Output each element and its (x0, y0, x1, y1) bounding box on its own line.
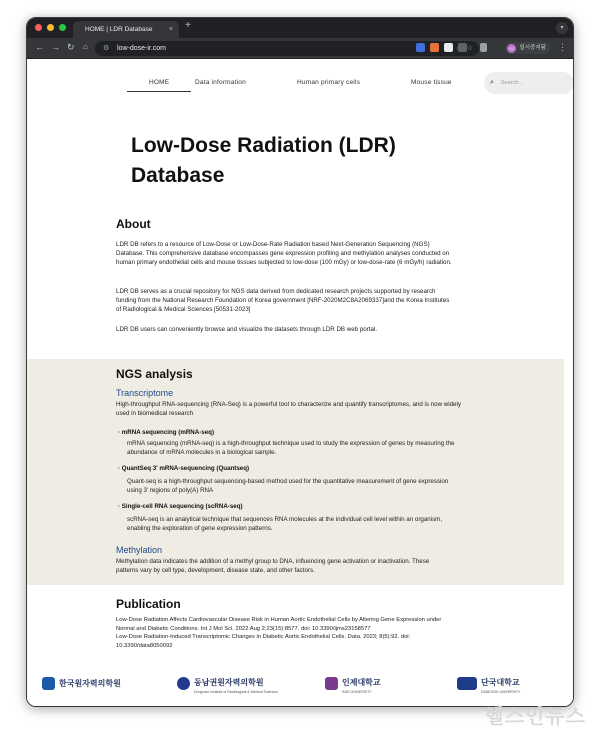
browser-window (26, 17, 574, 707)
about-paragraph: LDR DB refers to a resource of Low-Dose or Low-Dose-Rate Radiation based Next-Generation Sequencing (NGS) Database. This comprehensive database encompasses gene expression profiling and methylation analyses conducted on human primary endothelial cells and mouse tissues subjected to low-dose (100 mGy) or low-dose-rate (6 mGy/h) radiation. (116, 241, 452, 267)
dankook-university-logo[interactable] (457, 671, 520, 695)
nav-mouse-tissue[interactable]: Mouse tissue (411, 79, 452, 86)
side-panel-icon[interactable] (480, 43, 487, 52)
ngs-title: NGS analysis (116, 367, 193, 381)
transcriptome-title: Transcriptome (116, 388, 174, 398)
bookmark-star-icon[interactable]: ☆ (466, 45, 473, 52)
extension-icon[interactable] (416, 43, 425, 52)
dku-emblem-icon (457, 677, 477, 690)
search-placeholder: Search... (501, 80, 524, 86)
new-tab-button[interactable]: + (185, 20, 191, 31)
maximize-window-button[interactable] (59, 24, 66, 31)
nav-data-information[interactable]: Data information (195, 79, 246, 86)
close-window-button[interactable] (35, 24, 42, 31)
extension-icon[interactable] (444, 43, 453, 52)
logo-subtitle: DANKOOK UNIVERSITY (481, 690, 521, 694)
bullet-scrna-seq: · Single-cell RNA sequencing (scRNA-seq) (118, 503, 243, 510)
methylation-title: Methylation (116, 545, 163, 555)
page-title (131, 131, 431, 191)
window-controls (35, 24, 66, 31)
logo-subtitle: INJE UNIVERSITY (342, 690, 372, 694)
dirams-logo[interactable] (177, 671, 278, 695)
profile-button[interactable] (505, 42, 551, 54)
inje-university-logo[interactable] (325, 671, 381, 695)
about-paragraph: LDR DB serves as a crucial repository for NGS data derived from dedicated research projects supported by research funding from the National Research Foundation of Korea government [NRF-2020M2C8A2069337]and the Korea Institutes of Radiological & Medical Sciences [50531-2023] (116, 288, 450, 314)
kirams-logo[interactable] (42, 671, 121, 695)
search-icon: ⌕ (490, 79, 494, 86)
bullet-scrna-seq-desc: scRNA-seq is an analytical technique that sequences RNA molecules at the individual cell level within an organism, enabling the exploration of gene expression patterns. (127, 516, 443, 533)
browser-tab[interactable] (73, 21, 179, 38)
nav-human-primary-cells[interactable]: Human primary cells (297, 79, 361, 86)
watermark: 헬스인뉴스 (484, 706, 586, 728)
forward-icon[interactable]: → (51, 42, 60, 52)
site-info-icon[interactable]: ⚙ (103, 45, 110, 52)
about-title: About (116, 217, 151, 231)
kirams-emblem-icon (42, 677, 55, 690)
publication-title: Publication (116, 597, 181, 611)
inje-emblem-icon (325, 677, 338, 690)
partner-logos (27, 671, 573, 697)
profile-label: 일시중지됨 (519, 45, 546, 51)
browser-toolbar (27, 38, 573, 59)
bullet-mrna-seq-desc: mRNA sequencing (mRNA-seq) is a high-throughput technique used to study the expression of genes by measuring the abundance of mRNA molecules in a biological sample. (127, 440, 455, 457)
logo-name: 인제대학교 (342, 678, 381, 687)
tab-close-icon[interactable]: × (168, 26, 173, 33)
transcriptome-description: High-throughput RNA-sequencing (RNA-Seq) is a powerful tool to characterize and quantify transcriptomes, and is now widely used in biomedical research (116, 401, 461, 418)
avatar: SC (509, 45, 515, 51)
extensions-puzzle-icon[interactable] (458, 43, 467, 52)
page-content (27, 59, 573, 706)
logo-name: 단국대학교 (481, 678, 520, 687)
nav-home[interactable]: HOME (127, 79, 191, 92)
publication-entry[interactable]: Low-Dose Radiation Affects Cardiovascular Disease Risk in Human Aortic Endothelial Cells by Altering Gene Expression under Normal and Diabetic Conditions. Int J Mol Sci. 2022 Aug 2;23(15):8577. doi: 10.3390/ijms23158577 (116, 617, 442, 632)
tab-bar (27, 18, 573, 38)
reload-icon[interactable]: ↻ (67, 42, 75, 52)
tab-title: HOME | LDR Database (85, 26, 153, 33)
logo-name: 한국원자력의학원 (59, 678, 121, 688)
bullet-mrna-seq: · mRNA sequencing (mRNA-seq) (118, 429, 215, 436)
logo-name: 동남권원자력의학원 (194, 678, 264, 687)
url-text: low-dose-ir.com (117, 45, 167, 52)
logo-subtitle: Dongnam Institute of Radiological & Medical Sciences (194, 690, 278, 694)
methylation-description: Methylation data indicates the addition of a methyl group to DNA, influencing gene activation or inactivation. These patterns vary by cell type, development, disease state, and other factors. (116, 558, 430, 575)
ngs-section (27, 359, 564, 585)
title-line: Low-Dose Radiation (LDR) (131, 134, 396, 157)
dirams-emblem-icon (177, 677, 190, 690)
extension-icon[interactable] (430, 43, 439, 52)
home-icon[interactable]: ⌂ (83, 42, 88, 51)
about-paragraph: LDR DB users can conveniently browse and visualize the datasets through LDR DB web portal. (116, 326, 378, 333)
tab-search-icon[interactable]: ▾ (556, 22, 568, 34)
back-icon[interactable]: ← (35, 42, 44, 52)
minimize-window-button[interactable] (47, 24, 54, 31)
bullet-quantseq-desc: Quant-seq is a high-throughput sequencing-based method used for the quantitative measurement of gene expression using 3' regions of poly(A) RNA (127, 478, 449, 495)
title-line: Database (131, 164, 225, 187)
site-navigation (27, 59, 573, 103)
search-input[interactable] (484, 72, 574, 94)
menu-kebab-icon[interactable]: ⋮ (558, 42, 567, 52)
bullet-quantseq: · QuantSeq 3' mRNA-sequencing (Quantseq) (118, 465, 250, 472)
publication-entry[interactable]: Low-Dose Radiation-Induced Transcriptomic Changes in Diabetic Aortic Endothelial Cells. Data. 2023; 8(5):92. doi: 10.3390/data8050092 (116, 634, 411, 649)
